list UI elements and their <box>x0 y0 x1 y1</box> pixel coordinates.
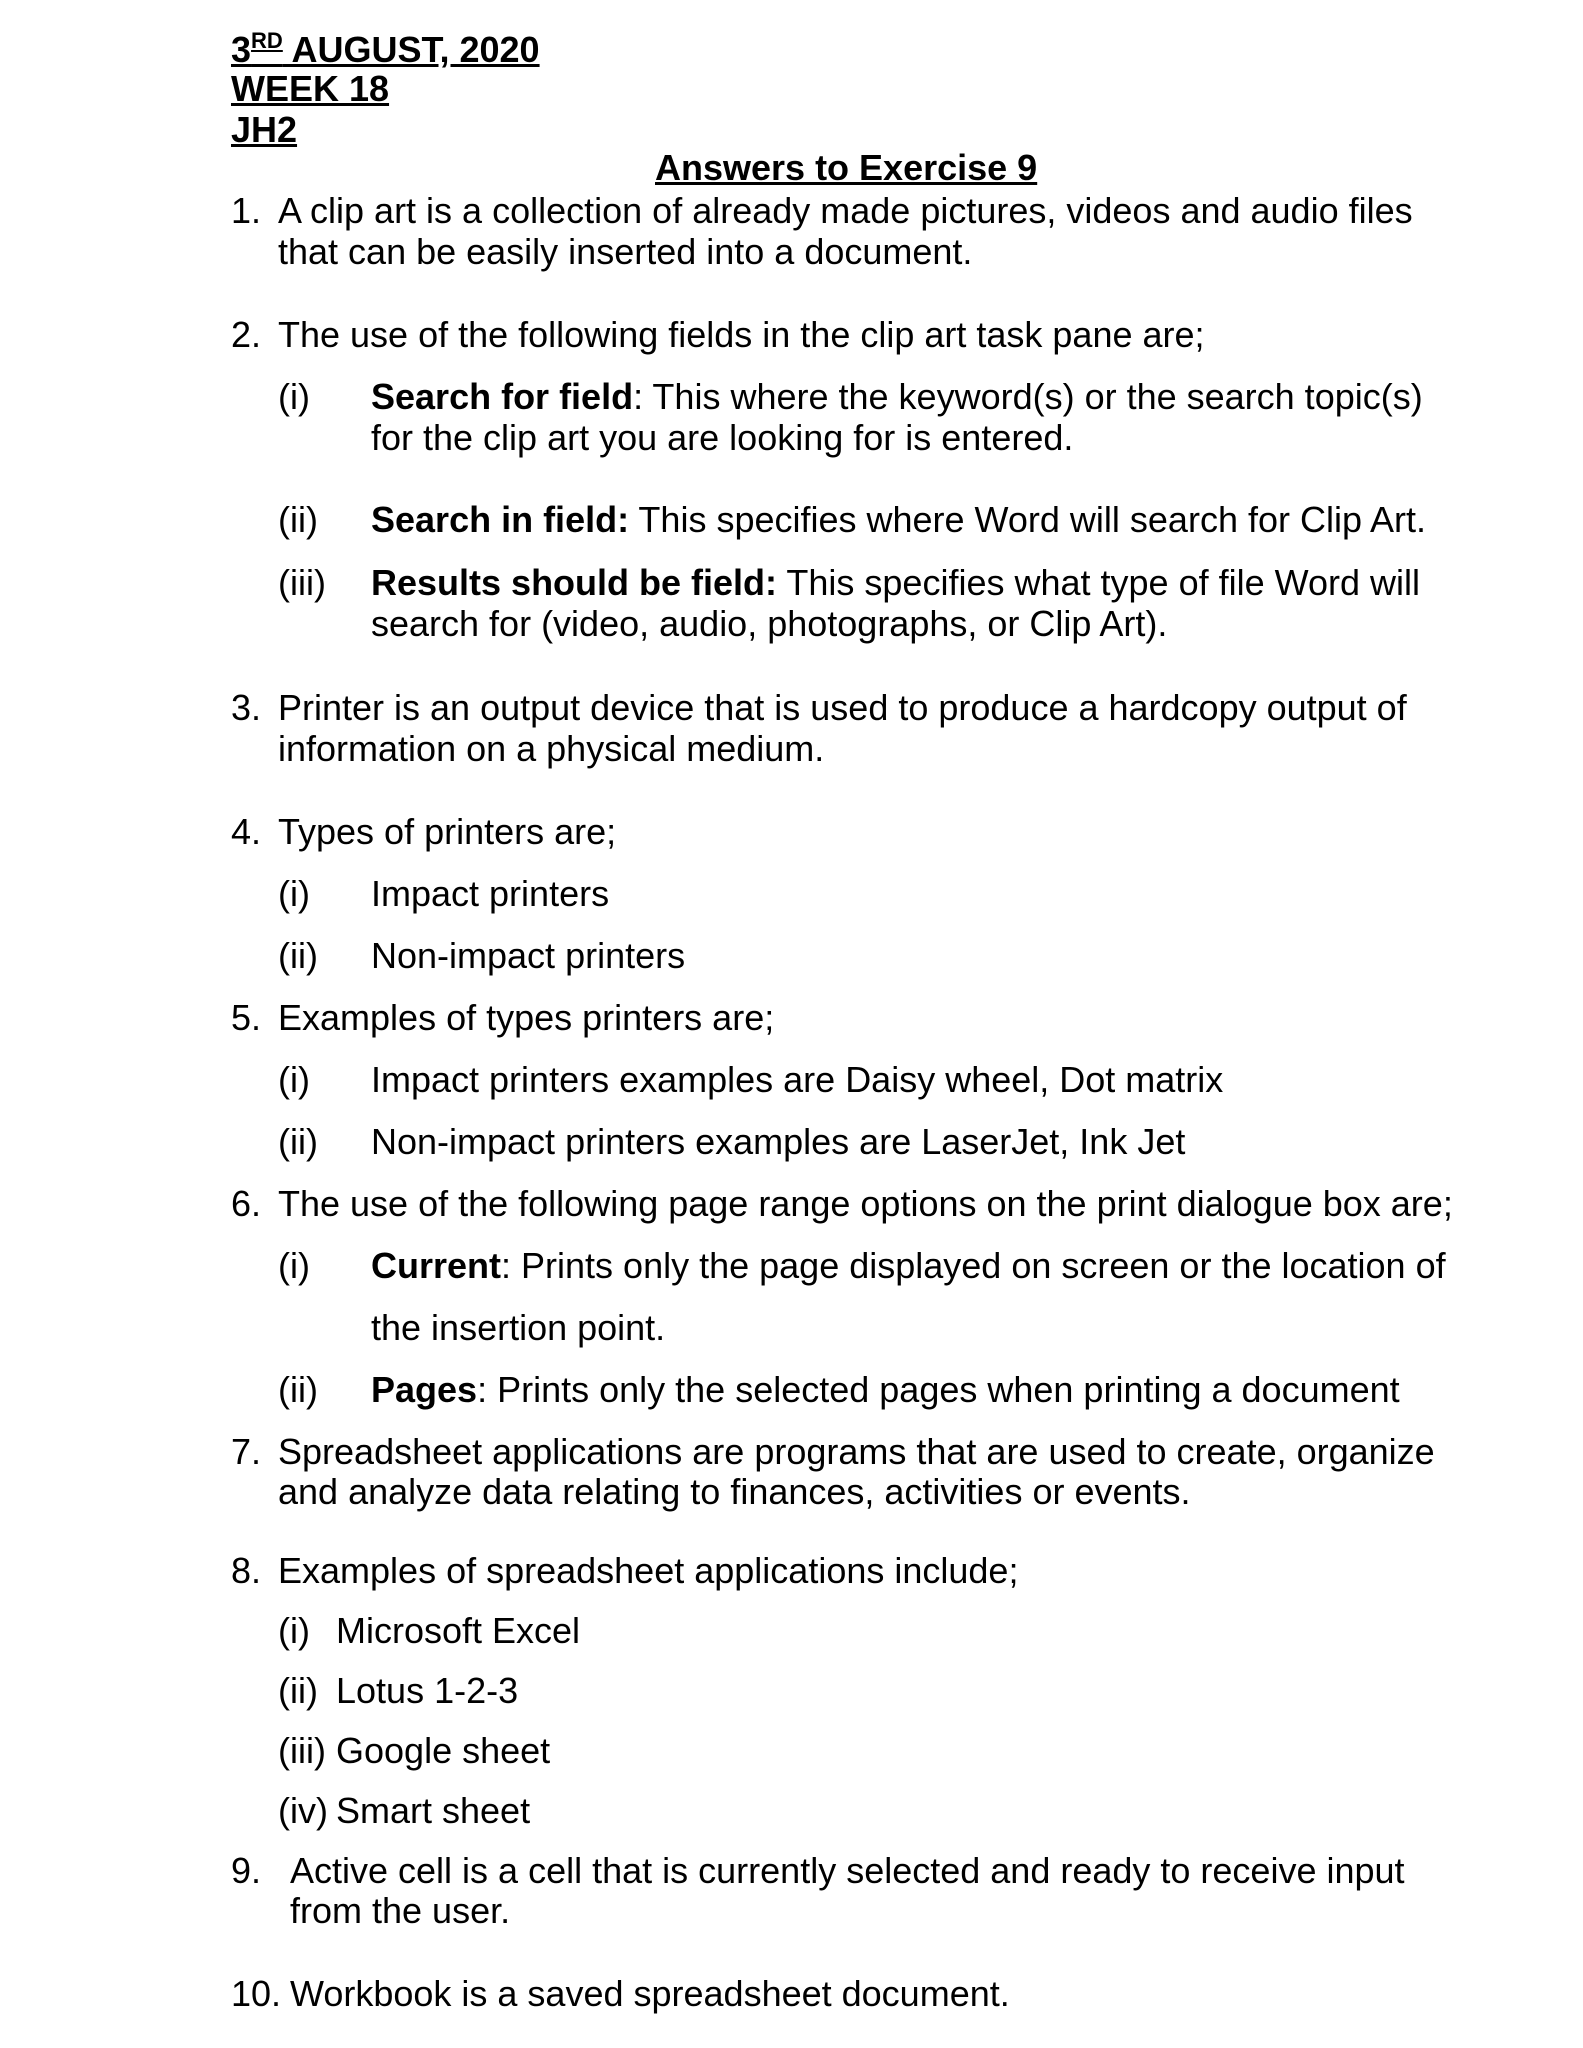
q7-line-2: and analyze data relating to finances, activities or events. <box>278 1471 1191 1512</box>
q6-item-2-roman: (ii) <box>278 1369 318 1410</box>
q2-item-1-term: Search for field <box>371 376 634 417</box>
q2-item-1-roman: (i) <box>278 376 310 417</box>
q2-item-1-line-2: for the clip art you are looking for is entered. <box>371 417 1074 458</box>
q6-item-1-roman: (i) <box>278 1245 310 1286</box>
q9-line-1: Active cell is a cell that is currently selected and ready to receive input <box>290 1850 1405 1891</box>
q4-intro: Types of printers are; <box>278 811 617 852</box>
q2-item-2-roman: (ii) <box>278 499 318 540</box>
q7-number: 7. <box>231 1431 262 1472</box>
q8-item-1-roman: (i) <box>278 1610 310 1651</box>
q4-number: 4. <box>231 811 262 852</box>
q2-item-1-text: : This where the keyword(s) or the search topic(s) <box>633 376 1423 417</box>
q8-item-3-roman: (iii) <box>278 1730 326 1771</box>
q8-item-4-roman: (iv) <box>278 1790 328 1831</box>
q1-number: 1. <box>231 190 262 231</box>
q6-number: 6. <box>231 1183 262 1224</box>
q3-line-1: Printer is an output device that is used to produce a hardcopy output of <box>278 687 1407 728</box>
date-month-year: AUGUST, 2020 <box>282 29 540 70</box>
q3-number: 3. <box>231 687 262 728</box>
q4-item-2-roman: (ii) <box>278 935 318 976</box>
q2-item-3-roman: (iii) <box>278 562 326 603</box>
q8-item-2: Lotus 1-2-3 <box>336 1670 519 1711</box>
q2-item-3-term: Results should be field: <box>371 562 778 603</box>
q2-intro: The use of the following fields in the clip art task pane are; <box>278 314 1205 355</box>
q5-intro: Examples of types printers are; <box>278 997 775 1038</box>
q6-item-2-text: : Prints only the selected pages when printing a document <box>477 1369 1400 1410</box>
class-heading: JH2 <box>231 109 298 150</box>
q1-line-2: that can be easily inserted into a document. <box>278 231 973 272</box>
q5-item-1-roman: (i) <box>278 1059 310 1100</box>
q6-item-1 <box>371 1245 1446 1286</box>
q5-item-2-roman: (ii) <box>278 1121 318 1162</box>
q2-item-3 <box>371 562 1420 603</box>
q5-item-2: Non-impact printers examples are LaserJet, Ink Jet <box>371 1121 1186 1162</box>
q8-item-4: Smart sheet <box>336 1790 531 1831</box>
q10-number: 10. <box>231 1973 282 2014</box>
q8-number: 8. <box>231 1550 262 1591</box>
page-title: Answers to Exercise 9 <box>655 147 1038 188</box>
q5-number: 5. <box>231 997 262 1038</box>
q8-item-1: Microsoft Excel <box>336 1610 581 1651</box>
q6-item-1-term: Current <box>371 1245 502 1286</box>
date-day: 3 <box>231 29 252 70</box>
date-heading <box>231 30 540 68</box>
q6-item-2 <box>371 1369 1400 1410</box>
q2-item-1 <box>371 376 1423 417</box>
q1-line-1: A clip art is a collection of already made pictures, videos and audio files <box>278 190 1413 231</box>
q4-item-2: Non-impact printers <box>371 935 686 976</box>
q7-line-1: Spreadsheet applications are programs that are used to create, organize <box>278 1431 1435 1472</box>
q4-item-1: Impact printers <box>371 873 610 914</box>
q8-item-3: Google sheet <box>336 1730 551 1771</box>
q2-item-2-term: Search in field: <box>371 499 630 540</box>
week-heading: WEEK 18 <box>231 68 390 109</box>
q8-intro: Examples of spreadsheet applications include; <box>278 1550 1019 1591</box>
q6-item-1-line-2: the insertion point. <box>371 1307 666 1348</box>
q6-item-1-text: : Prints only the page displayed on screen or the location of <box>501 1245 1446 1286</box>
q10-line-1: Workbook is a saved spreadsheet document. <box>290 1973 1010 2014</box>
q2-item-2 <box>371 499 1427 540</box>
q3-line-2: information on a physical medium. <box>278 728 825 769</box>
q2-number: 2. <box>231 314 262 355</box>
q6-item-2-term: Pages <box>371 1369 478 1410</box>
q9-line-2: from the user. <box>290 1890 511 1931</box>
q6-intro: The use of the following page range options on the print dialogue box are; <box>278 1183 1453 1224</box>
q4-item-1-roman: (i) <box>278 873 310 914</box>
q2-item-2-text: This specifies where Word will search for Clip Art. <box>629 499 1427 540</box>
q5-item-1: Impact printers examples are Daisy wheel, Dot matrix <box>371 1059 1224 1100</box>
q9-number: 9. <box>231 1850 262 1891</box>
q2-item-3-line-2: search for (video, audio, photographs, or Clip Art). <box>371 603 1168 644</box>
q8-item-2-roman: (ii) <box>278 1670 318 1711</box>
date-day-suffix: RD <box>251 28 283 53</box>
q2-item-3-text: This specifies what type of file Word will <box>777 562 1420 603</box>
